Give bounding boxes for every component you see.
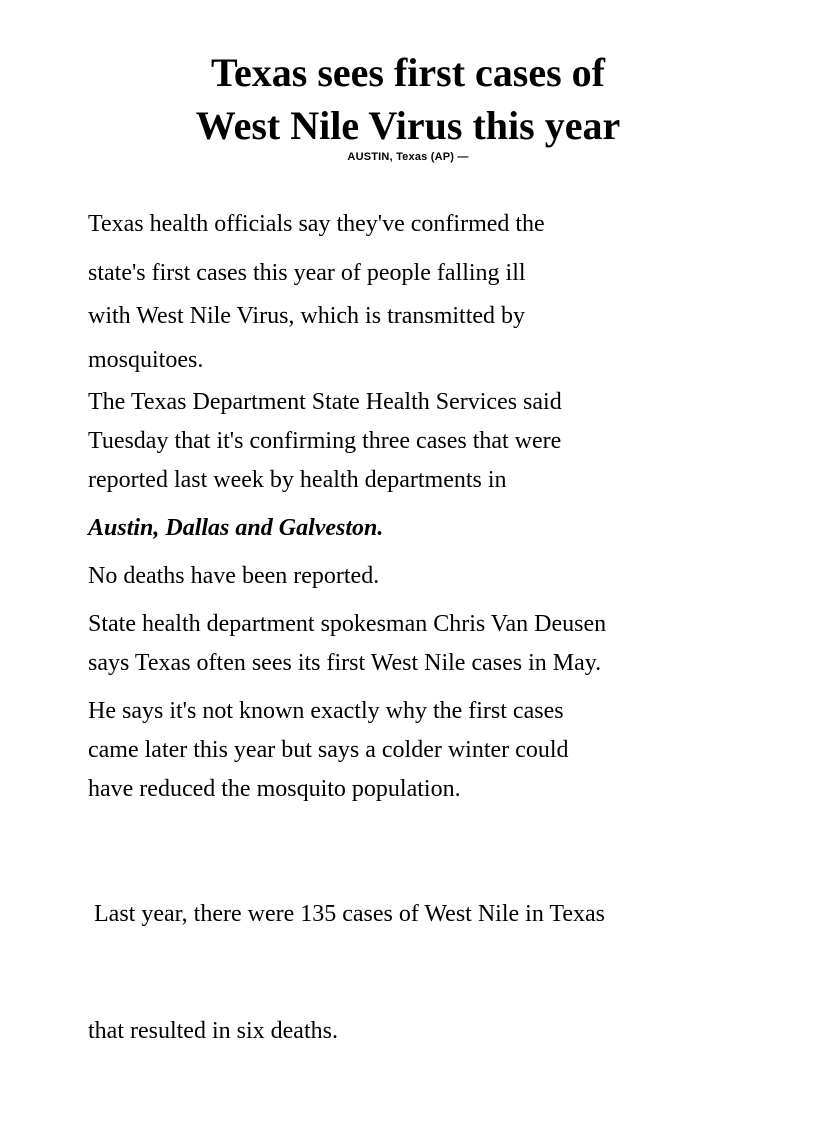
paragraph-6 [88, 692, 748, 809]
paragraph-line: mosquitoes. [88, 347, 204, 373]
paragraph-line: Last year, there were 135 cases of West Nile in Texas [88, 901, 606, 927]
paragraph-7 [88, 817, 748, 1129]
paragraph-line: State health department spokesman Chris Van Deusen [88, 611, 607, 637]
headline-line-2: West Nile Virus this year [195, 103, 621, 148]
paragraph-3 [88, 509, 748, 548]
paragraph-line: No deaths have been reported. [88, 563, 380, 589]
paragraph-line: Tuesday that it's confirming three cases that were [88, 428, 562, 454]
dateline: AUSTIN, Texas (AP) — [347, 151, 469, 163]
paragraph-line: state's first cases this year of people falling ill [88, 259, 526, 286]
paragraph-line: Texas health officials say they've confirmed the [88, 211, 545, 237]
paragraph-line: reported last week by health departments in [88, 467, 507, 493]
paragraph-line: that resulted in six deaths. [88, 1018, 338, 1044]
paragraph-line: says Texas often sees its first West Nile cases in May. [88, 650, 602, 676]
paragraph-4 [88, 557, 748, 596]
paragraph-line: have reduced the mosquito population. [88, 776, 461, 802]
paragraph-1 [88, 200, 748, 385]
paragraph-line: with West Nile Virus, which is transmitted by [88, 303, 526, 329]
paragraph-line: He says it's not known exactly why the first cases [88, 698, 564, 724]
paragraph-line: came later this year but says a colder winter could [88, 737, 569, 763]
paragraph-line: The Texas Department State Health Services said [88, 389, 562, 415]
headline-line-1: Texas sees first cases of [210, 50, 605, 95]
headline [0, 46, 816, 152]
paragraph-2 [88, 383, 748, 500]
paragraph-5 [88, 605, 748, 683]
cities-line: Austin, Dallas and Galveston. [88, 515, 384, 541]
